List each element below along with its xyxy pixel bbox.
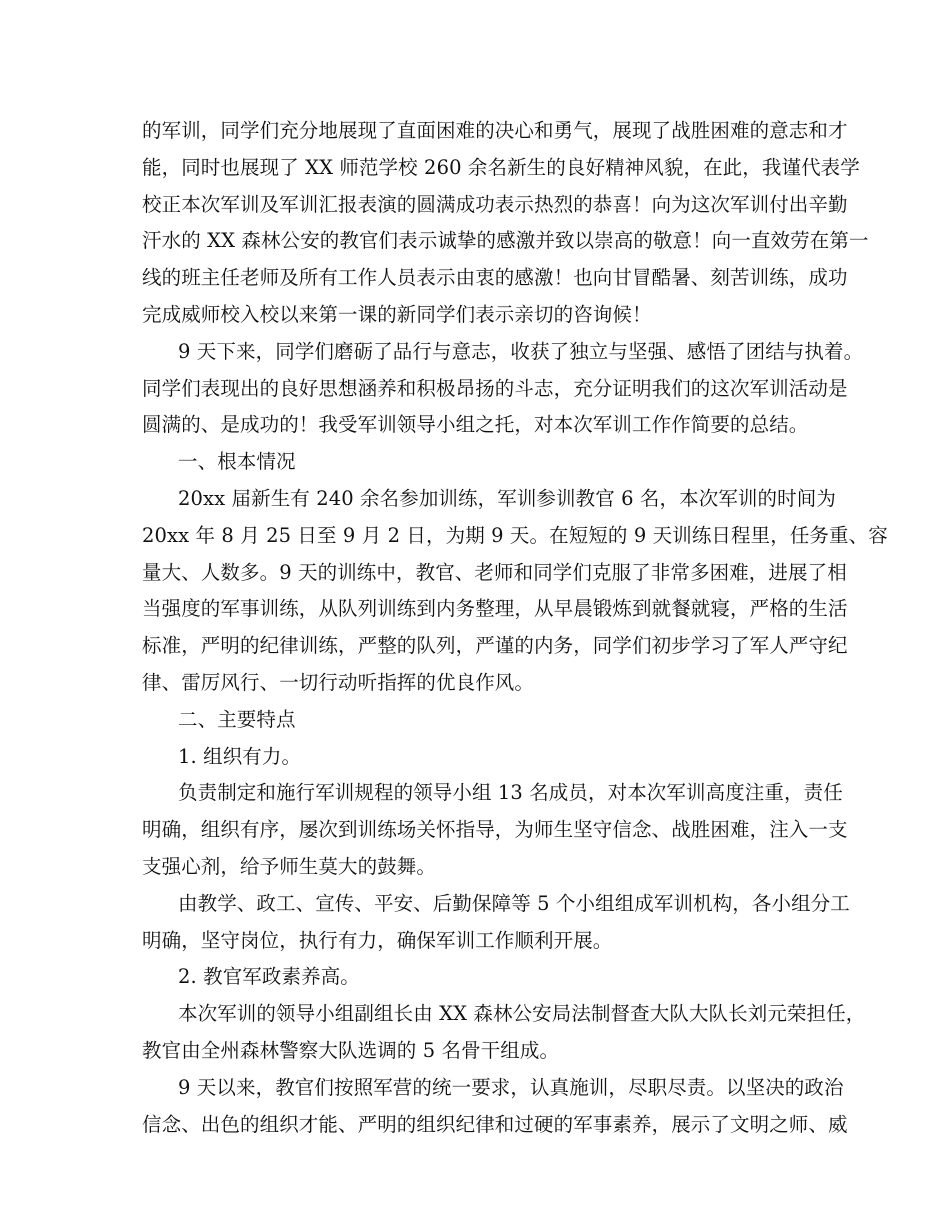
subheading-instructors: 2. 教官军政素养高。 — [178, 965, 360, 989]
text-line: 明确，组织有序，屡次到训练场关怀指导，为师生坚守信念、战胜困难，注入一支 — [142, 818, 848, 842]
subheading-organization: 1. 组织有力。 — [178, 744, 302, 768]
text-line: 律、雷厉风行、一切行动听指挥的优良作风。 — [142, 670, 535, 694]
paragraph-first-line: 由教学、政工、宣传、平安、后勤保障等 5 个小组组成军训机构，各小组分工 — [178, 891, 850, 915]
text-line: 20xx 年 8 月 25 日至 9 月 2 日，为期 9 天。在短短的 9 天训练日程里，任务重、容 — [142, 523, 888, 547]
text-line: 能，同时也展现了 XX 师范学校 260 余名新生的良好精神风貌，在此，我谨代表学 — [142, 155, 860, 179]
text-line: 明确，坚守岗位，执行有力，确保军训工作顺利开展。 — [142, 928, 613, 952]
paragraph-first-line: 20xx 届新生有 240 余名参加训练，军训参训教官 6 名，本次军训的时间为 — [178, 486, 836, 510]
paragraph-first-line: 负责制定和施行军训规程的领导小组 13 名成员，对本次军训高度注重，责任 — [178, 781, 843, 805]
section-heading-main-features: 二、主要特点 — [178, 707, 296, 731]
paragraph-first-line: 9 天下来，同学们磨砺了品行与意志，收获了独立与坚强、感悟了团结与执着。 — [178, 339, 864, 363]
text-line: 完成威师校入校以来第一课的新同学们表示亲切的咨询候！ — [142, 302, 652, 326]
text-line: 支强心剂，给予师生莫大的鼓舞。 — [142, 854, 437, 878]
text-line: 当强度的军事训练，从队列训练到内务整理，从早晨锻炼到就餐就寝，严格的生活 — [142, 597, 848, 621]
paragraph-first-line: 9 天以来，教官们按照军营的统一要求，认真施训，尽职尽责。以坚决的政治 — [178, 1075, 844, 1099]
text-line: 圆满的、是成功的！我受军训领导小组之托，对本次军训工作作简要的总结。 — [142, 413, 809, 437]
paragraph-first-line: 本次军训的领导小组副组长由 XX 森林公安局法制督查大队大队长刘元荣担任， — [178, 1002, 866, 1026]
text-line: 同学们表现出的良好思想涵养和积极昂扬的斗志，充分证明我们的这次军训活动是 — [142, 376, 848, 400]
text-line: 标准，严明的纪律训练，严整的队列，严谨的内务，同学们初步学习了军人严守纪 — [142, 634, 848, 658]
text-line: 校正本次军训及军训汇报表演的圆满成功表示热烈的恭喜！向为这次军训付出辛勤 — [142, 192, 848, 216]
text-line: 的军训，同学们充分地展现了直面困难的决心和勇气，展现了战胜困难的意志和才 — [142, 119, 848, 142]
document-body — [142, 113, 888, 1143]
section-heading-basic-situation: 一、根本情况 — [178, 450, 296, 474]
text-line: 信念、出色的组织才能、严明的组织纪律和过硬的军事素养，展示了文明之师、威 — [142, 1112, 848, 1136]
text-line: 汗水的 XX 森林公安的教官们表示诚挚的感激并致以崇高的敬意！向一直效劳在第一 — [142, 229, 869, 253]
text-line: 教官由全州森林警察大队选调的 5 名骨干组成。 — [142, 1038, 560, 1062]
text-line: 量大、人数多。9 天的训练中，教官、老师和同学们克服了非常多困难，进展了相 — [142, 560, 847, 584]
text-line: 线的班主任老师及所有工作人员表示由衷的感激！也向甘冒酷暑、刻苦训练，成功 — [142, 266, 848, 290]
